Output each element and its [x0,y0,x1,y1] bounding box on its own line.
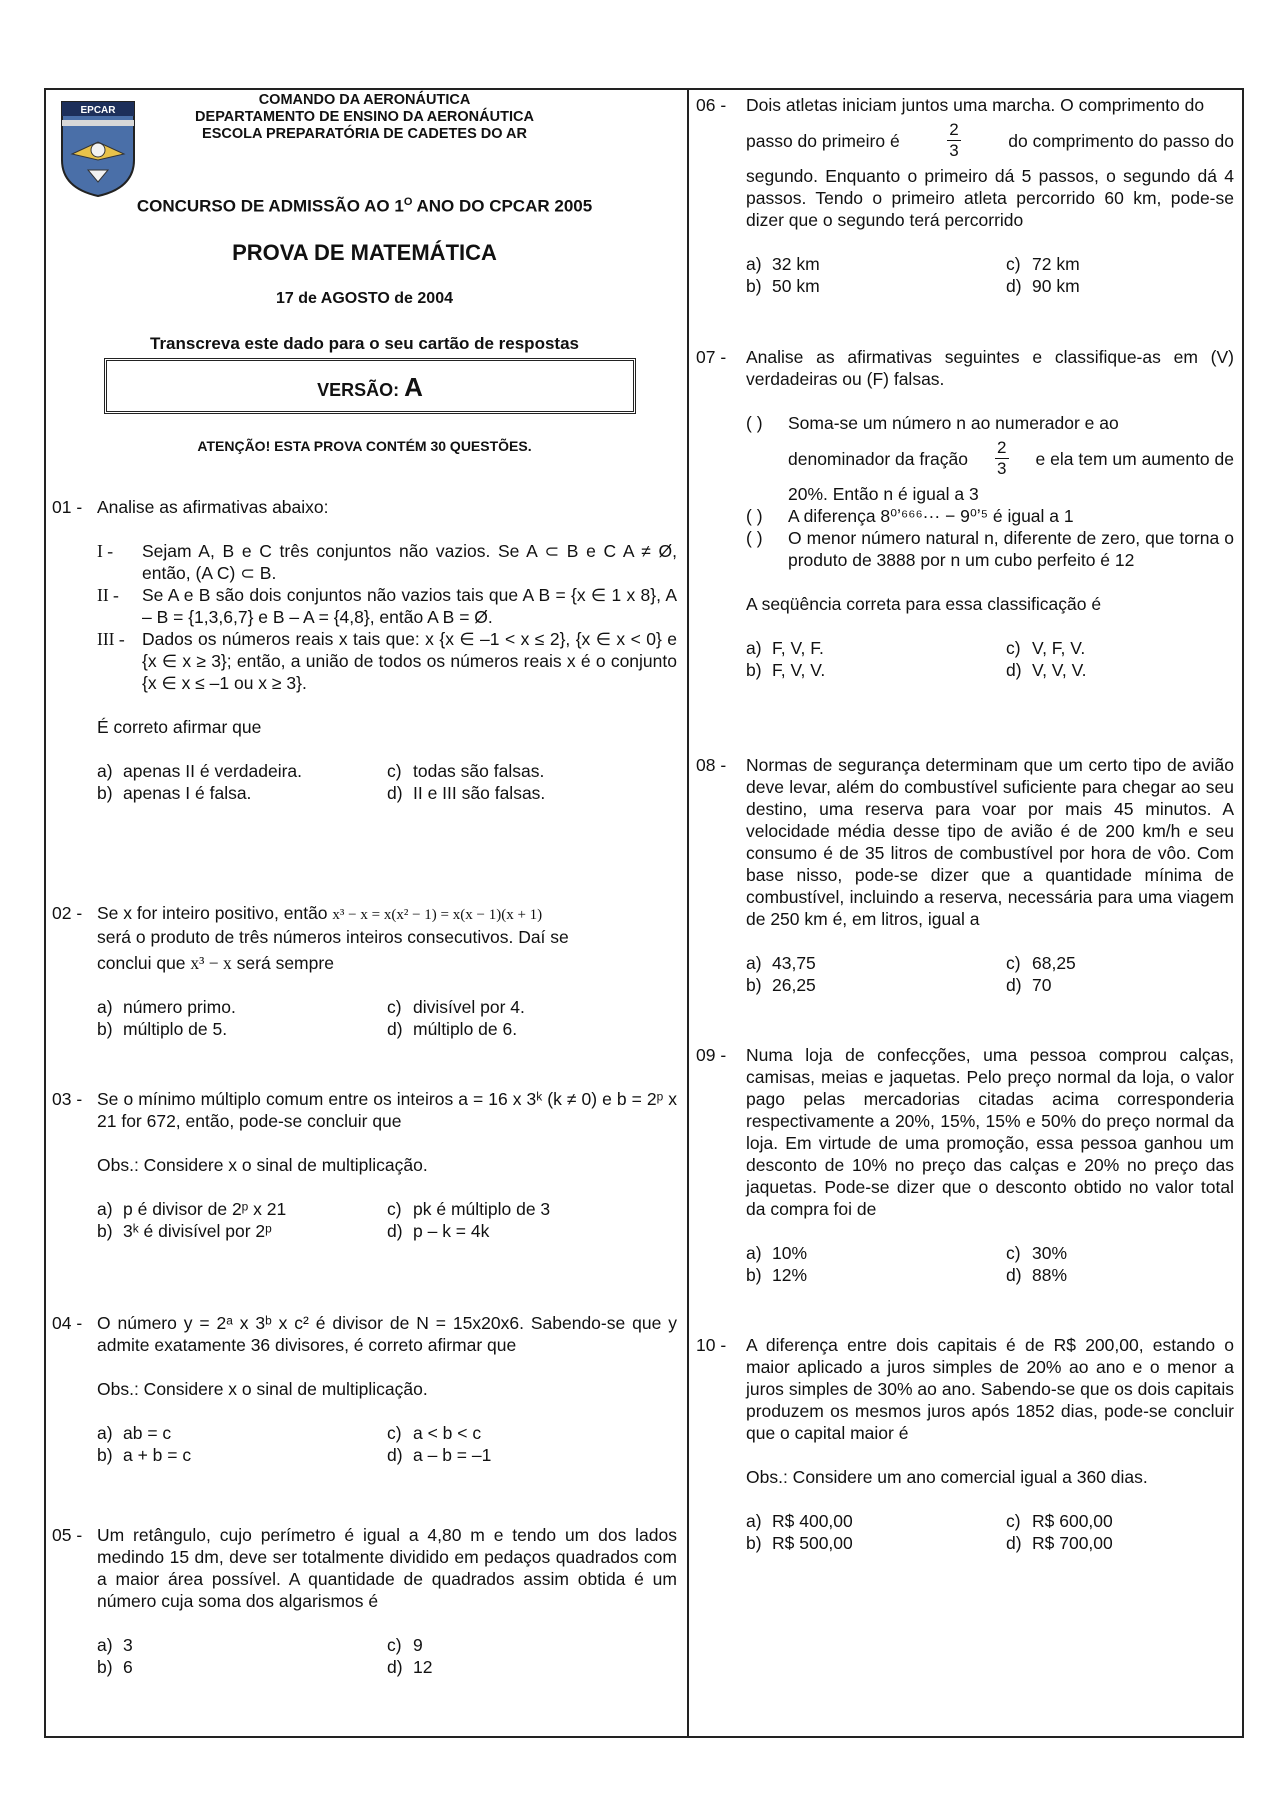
question-number: 04 - [52,1313,83,1333]
column-divider [687,90,689,1736]
math-expression: x³ − x = x(x² − 1) = x(x − 1)(x + 1) [332,907,543,923]
answer-blank[interactable]: ( ) [746,413,763,433]
option-b[interactable]: b) 50 km [746,276,820,296]
option-b[interactable]: b) múltiplo de 5. [97,1019,228,1039]
option-c[interactable]: c) 68,25 [1006,953,1076,973]
question-08 [696,754,1234,996]
math-expression: x³ − x [190,953,232,973]
tf-statement-1: ( ) Soma-se um número n ao numerador e ao denominador da fração $\frac{2}{3}$ e ela tem um aumento de 20%. Então n é igual a 3 [746,413,1234,504]
option-d[interactable]: d) múltiplo de 6. [387,1019,518,1039]
question-line: passo do primeiro é $\frac{2}{3}$ do comprimento do passo do [746,120,1234,160]
option-c[interactable]: c) 9 [387,1635,423,1655]
question-obs: Obs.: Considere x o sinal de multiplicação. [97,1379,428,1399]
answer-options [746,1242,1234,1286]
prova-title: PROVA DE MATEMÁTICA [232,240,497,265]
option-d[interactable]: d) V, V, V. [1006,660,1087,680]
question-number: 09 - [696,1045,727,1065]
option-a[interactable]: a) 43,75 [746,953,816,973]
tf-statement-3: ( ) O menor número natural n, diferente de zero, que torna o produto de 3888 por n um cubo perfeito é 12 [746,528,1234,570]
question-02 [52,902,677,1040]
versao-label: VERSÃO: [317,380,400,400]
question-number: 01 - [52,497,83,517]
statement-text: Se A e B são dois conjuntos não vazios tais que A B = {x ∈ 1 x 8}, A – B = {1,3,6,7} e B – A = {4,8}, então A B = Ø. [142,585,677,627]
option-b[interactable]: b) R$ 500,00 [746,1533,853,1553]
answer-blank[interactable]: ( ) [746,506,763,526]
question-line: Dois atletas iniciam juntos uma marcha. O comprimento do [746,95,1205,115]
question-number: 05 - [52,1525,83,1545]
statement-number: I - [97,541,114,561]
question-number: 08 - [696,755,727,775]
question-03 [52,1088,677,1242]
concurso-title [52,196,677,217]
question-07 [696,346,1234,681]
question-number: 07 - [696,347,727,367]
exam-date: 17 de AGOSTO de 2004 [276,290,453,307]
question-stem: O número y = 2ᵃ x 3ᵇ x c² é divisor de N = 15x20x6. Sabendo-se que y admite exatamente 36 divisores, é correto afirmar que [97,1313,677,1355]
question-stem: Analise as afirmativas abaixo: [97,497,329,517]
answer-options [97,1198,677,1242]
question-number: 02 - [52,903,83,923]
question-tail: A seqüência correta para essa classificação é [746,594,1102,614]
answer-options [97,996,677,1040]
option-a[interactable]: a) 10% [746,1243,808,1263]
option-c[interactable]: c) 72 km [1006,254,1080,274]
option-d[interactable]: d) II e III são falsas. [387,783,546,803]
question-stem: Normas de segurança determinam que um certo tipo de avião deve levar, além do combustível suficiente para chegar ao seu destino, uma reserva para voar por mais 45 minutos. A velocidade média desse tipo de avião é de 200 km/h e seu consumo é de 35 litros de combustível por hora de vôo. Com base nisso, pode-se dizer que a quantidade mínima de combustível, incluindo a reserva, necessária para uma viagem de 250 km é, em litros, igual a [746,755,1234,929]
question-tail: É correto afirmar que [97,717,262,737]
statement-number: III - [97,629,125,649]
question-rest: segundo. Enquanto o primeiro dá 5 passos, o segundo dá 4 passos. Tendo o primeiro atleta percorrido 60 km, pode-se dizer que o segundo terá percorrido [746,166,1234,230]
question-05 [52,1524,677,1678]
header-line-1: COMANDO DA AERONÁUTICA [258,92,471,108]
fraction: $\frac{2}{3}$ [949,120,959,160]
answer-options [97,760,677,804]
option-c[interactable]: c) 30% [1006,1243,1068,1263]
question-04 [52,1312,677,1466]
question-01 [52,496,677,804]
question-number: 03 - [52,1089,83,1109]
question-line: será o produto de três números inteiros consecutivos. Daí se [97,927,569,947]
answer-options [97,1422,677,1466]
answer-options [746,253,1234,297]
tf-statement-2: ( ) A diferença 8⁰ʼ⁶⁶⁶··· − 9⁰ʼ⁵ é igual a 1 [746,506,1074,526]
concurso-sup: O [403,196,413,208]
option-a[interactable]: a) 3 [97,1635,133,1655]
question-stem: A diferença entre dois capitais é de R$ 200,00, estando o maior aplicado a juros simples de 20% ao ano e o menor a juros simples de 30% ao ano. Sabendo-se que os dois capitais produzem os mesmos juros após 1852 dias, pode-se concluir que o capital maior é [746,1335,1234,1443]
question-06 [696,94,1234,297]
question-number: 10 - [696,1335,727,1355]
option-b[interactable]: b) F, V, V. [746,660,826,680]
option-d[interactable]: d) 90 km [1006,276,1080,296]
question-line: conclui que x³ − x será sempre [97,953,334,973]
option-d[interactable]: d) 88% [1006,1265,1068,1285]
question-stem: Se o mínimo múltiplo comum entre os inteiros a = 16 x 3ᵏ (k ≠ 0) e b = 2ᵖ x 21 for 672, então, pode-se concluir que [97,1089,677,1131]
versao-value: A [404,372,423,402]
statement-ii [97,584,677,628]
question-number: 06 - [696,95,727,115]
option-c[interactable]: c) divisível por 4. [387,997,525,1017]
option-b[interactable]: b) a + b = c [97,1445,192,1465]
option-a[interactable]: a) 32 km [746,254,820,274]
logo-text: EPCAR [80,105,116,116]
question-obs: Obs.: Considere x o sinal de multiplicação. [97,1155,428,1175]
header-line-3: ESCOLA PREPARATÓRIA DE CADETES DO AR [202,126,527,142]
exam-page [44,88,1244,1738]
option-c[interactable]: c) todas são falsas. [387,761,545,781]
header-line-2: DEPARTAMENTO DE ENSINO DA AERONÁUTICA [195,109,534,125]
statement-iii [97,628,677,694]
question-stem: Um retângulo, cujo perímetro é igual a 4,80 m e tendo um dos lados medindo 15 dm, deve ser totalmente dividido em pedaços quadrados com a maior área possível. A quantidade de quadrados assim obtida é um número cuja soma dos algarismos é [97,1525,677,1611]
atencao-notice: ATENÇÃO! ESTA PROVA CONTÉM 30 QUESTÕES. [197,438,532,454]
fraction: $\frac{2}{3}$ [997,438,1007,478]
option-b[interactable]: b) 12% [746,1265,808,1285]
option-b[interactable]: b) 26,25 [746,975,816,995]
concurso-post: ANO DO CPCAR 2005 [412,196,593,216]
answer-options [746,952,1234,996]
transcreva-instruction: Transcreva este dado para o seu cartão de respostas [150,334,579,353]
option-b[interactable]: b) 3ᵏ é divisível por 2ᵖ [97,1221,272,1241]
option-b[interactable]: b) 6 [97,1657,133,1677]
question-line: Se x for inteiro positivo, então x³ − x = x(x² − 1) = x(x − 1)(x + 1) [97,903,543,923]
option-d[interactable]: d) p – k = 4k [387,1221,490,1241]
answer-blank[interactable]: ( ) [746,528,763,548]
option-d[interactable]: d) a – b = –1 [387,1445,492,1465]
option-a[interactable]: a) F, V, F. [746,638,824,658]
option-a[interactable]: a) ab = c [97,1423,172,1443]
option-d[interactable]: d) 70 [1006,975,1052,995]
statement-number: II - [97,585,119,605]
question-10 [696,1334,1234,1554]
option-a[interactable]: a) p é divisor de 2ᵖ x 21 [97,1199,287,1219]
concurso-pre: CONCURSO DE ADMISSÃO AO 1 [136,196,404,216]
answer-options [746,637,1234,681]
statement-text: Dados os números reais x tais que: x {x ∈ –1 < x ≤ 2}, {x ∈ x < 0} e {x ∈ x ≥ 3}; então, a união de todos os números reais x é o conjunto {x ∈ x ≤ –1 ou x ≥ 3}. [142,629,677,693]
answer-options [746,1510,1234,1554]
question-09 [696,1044,1234,1286]
option-b[interactable]: b) apenas I é falsa. [97,783,252,803]
option-c[interactable]: c) pk é múltiplo de 3 [387,1199,551,1219]
option-a[interactable]: a) número primo. [97,997,236,1017]
option-a[interactable]: a) R$ 400,00 [746,1511,853,1531]
question-obs: Obs.: Considere um ano comercial igual a 360 dias. [746,1467,1148,1487]
versao-box [104,358,636,414]
question-stem: Analise as afirmativas seguintes e classifique-as em (V) verdadeiras ou (F) falsas. [746,347,1234,389]
statement-i [97,540,677,584]
answer-options [97,1634,677,1678]
option-d[interactable]: d) 12 [387,1657,433,1677]
option-c[interactable]: c) V, F, V. [1006,638,1086,658]
option-c[interactable]: c) a < b < c [387,1423,482,1443]
option-a[interactable]: a) apenas II é verdadeira. [97,761,303,781]
option-c[interactable]: c) R$ 600,00 [1006,1511,1113,1531]
question-stem: Numa loja de confecções, uma pessoa comprou calças, camisas, meias e jaquetas. Pelo preço normal da loja, o valor pago pelas mercadorias citadas acima corresponderia respectivamente a 20%, 15%, 15% e 50% do preço normal da loja. Em virtude de uma promoção, essa pessoa ganhou um desconto de 10% no preço das calças e 20% no preço das jaquetas. Pode-se dizer que o desconto obtido no valor total da compra foi de [746,1045,1234,1219]
option-d[interactable]: d) R$ 700,00 [1006,1533,1113,1553]
statement-text: Sejam A, B e C três conjuntos não vazios. Se A ⊂ B e C A ≠ Ø, então, (A C) ⊂ B. [142,541,677,583]
